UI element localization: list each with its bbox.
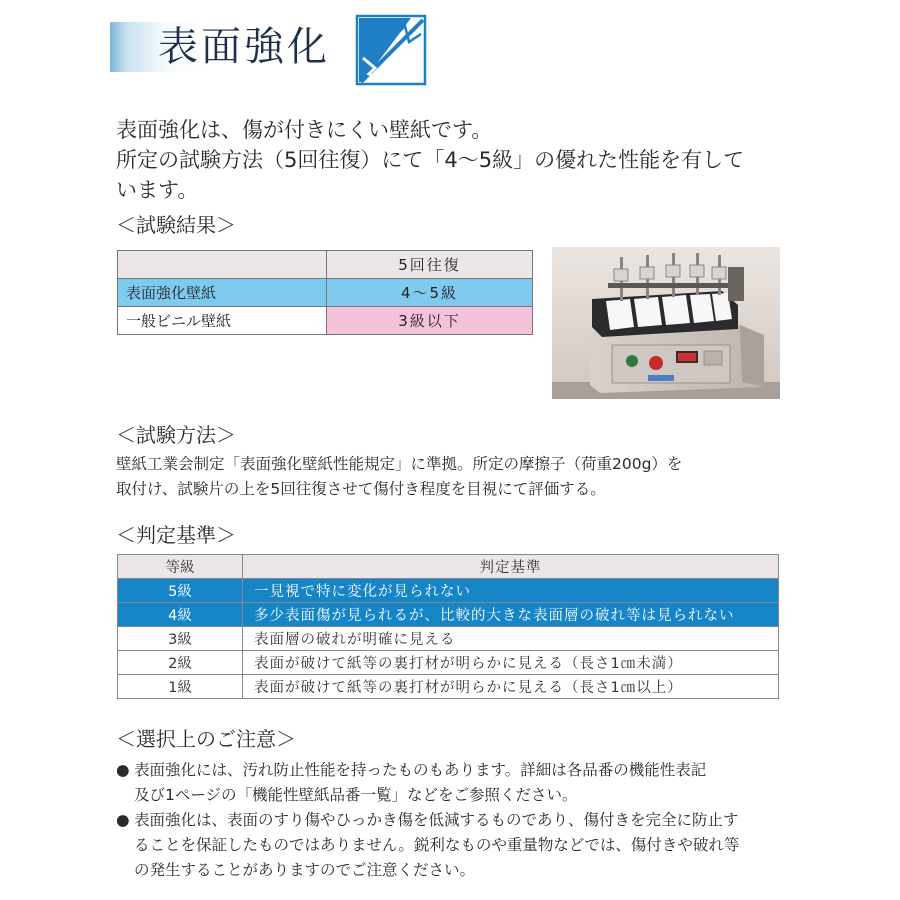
results-table [117, 250, 533, 335]
test-machine-photo [552, 247, 780, 399]
method-line: 壁紙工業会制定「表面強化壁紙性能規定」に準拠。所定の摩擦子（荷重200g）を [116, 455, 683, 473]
grade-cell: 4級 [118, 603, 243, 627]
method-text [116, 452, 796, 502]
note-line: 表面強化には、汚れ防止性能を持ったものもあります。詳細は各品番の機能性表記 [134, 761, 707, 779]
table-header-row [118, 251, 533, 279]
grade-cell: 5級 [118, 579, 243, 603]
grade-cell: 3級 [118, 627, 243, 651]
product-name-cell: 一般ビニル壁紙 [118, 307, 327, 335]
criteria-cell: 一見視で特に変化が見られない [243, 579, 779, 603]
intro-text [116, 115, 806, 205]
criteria-cell: 表面層の破れが明確に見える [243, 627, 779, 651]
product-name-cell: 表面強化壁紙 [118, 279, 327, 307]
criteria-heading: ＜判定基準＞ [116, 523, 236, 547]
intro-line: 所定の試験方法（5回往復）にて「4～5級」の優れた性能を有して [116, 148, 745, 172]
table-row [118, 279, 533, 307]
page-title: 表面強化 [158, 24, 330, 70]
table-row [118, 675, 779, 699]
grade-value-cell: 3級以下 [327, 307, 533, 335]
method-heading: ＜試験方法＞ [116, 423, 236, 447]
intro-line: います。 [116, 178, 199, 202]
grade-cell: 1級 [118, 675, 243, 699]
intro-line: 表面強化は、傷が付きにくい壁紙です。 [116, 118, 493, 142]
table-row [118, 307, 533, 335]
list-item [116, 758, 806, 808]
grade-cell: 2級 [118, 651, 243, 675]
criteria-header-cell: 判定基準 [243, 555, 779, 579]
results-heading: ＜試験結果＞ [116, 213, 236, 237]
table-header-row [118, 555, 779, 579]
notes-heading: ＜選択上のご注意＞ [116, 727, 296, 751]
note-line: 及び1ページの「機能性壁紙品番一覧」などをご参照ください。 [134, 786, 578, 804]
method-line: 取付け、試験片の上を5回往復させて傷付き程度を目視にて評価する。 [116, 480, 606, 498]
bullet-icon: ● [116, 761, 130, 779]
table-row [118, 651, 779, 675]
criteria-table [117, 554, 779, 699]
bullet-icon: ● [116, 811, 130, 829]
grade-header-cell: 等級 [118, 555, 243, 579]
table-header-cell: 5回往復 [327, 251, 533, 279]
surface-crack-icon [353, 12, 429, 88]
notes-list [116, 758, 806, 883]
note-line: ることを保証したものではありません。鋭利なものや重量物などでは、傷付きや破れ等 [134, 836, 740, 854]
table-row [118, 579, 779, 603]
criteria-cell: 表面が破けて紙等の裏打材が明らかに見える（長さ1㎝以上） [243, 675, 779, 699]
list-item [116, 808, 806, 883]
table-row [118, 627, 779, 651]
note-line: の発生することがありますのでご注意ください。 [134, 861, 476, 879]
criteria-cell: 表面が破けて紙等の裏打材が明らかに見える（長さ1㎝未満） [243, 651, 779, 675]
note-line: 表面強化は、表面のすり傷やひっかき傷を低減するものであり、傷付きを完全に防止す [134, 811, 739, 829]
table-row [118, 603, 779, 627]
grade-value-cell: 4～5級 [327, 279, 533, 307]
criteria-cell: 多少表面傷が見られるが、比較的大きな表面層の破れ等は見られない [243, 603, 779, 627]
table-header-empty [118, 251, 327, 279]
